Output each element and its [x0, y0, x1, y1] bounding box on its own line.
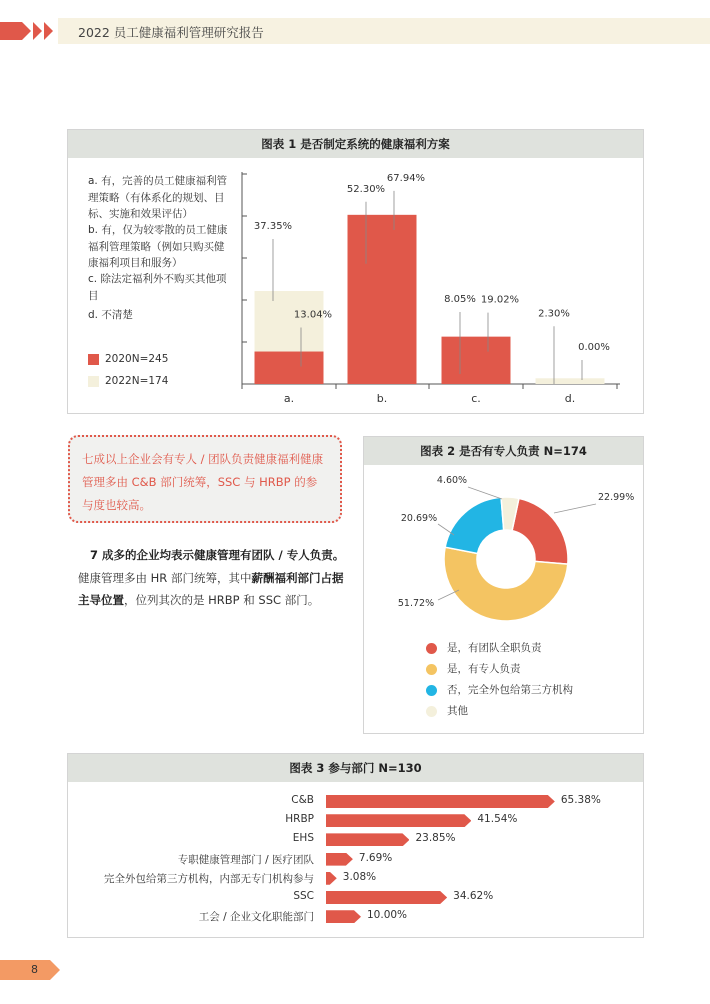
pie-legend-item: [426, 659, 573, 680]
chevron-icon: [44, 22, 53, 40]
figure2-box: [363, 436, 644, 734]
data-label-2022: 2.30%: [538, 308, 570, 320]
chevron-icon: [22, 22, 31, 40]
bar: [326, 910, 361, 923]
figure3-box: [67, 753, 644, 938]
bar-category-label: HRBP: [285, 813, 314, 826]
figure1-option-d: d. 不清楚: [88, 309, 133, 321]
pie-legend-label: 其他: [447, 705, 468, 717]
figure3-title: 图表 3 参与部门 N=130: [68, 754, 643, 782]
bar-category-label: SSC: [293, 890, 314, 902]
data-label-2020: 13.04%: [293, 309, 333, 321]
bar-category-label: C&B: [291, 794, 314, 806]
body-part3: ，位列其次的是 HRBP 和 SSC 部门。: [124, 593, 320, 607]
figure2-chart: [364, 437, 643, 637]
bar-2020: [348, 215, 417, 384]
legend-dot-red: [426, 643, 437, 654]
pie-slice: [512, 498, 568, 564]
bar-value-label: 10.00%: [367, 909, 408, 922]
page-number: 8: [31, 963, 38, 976]
bar-category-label: 工会 / 企业文化职能部门: [198, 911, 314, 924]
bar-value-label: 7.69%: [358, 851, 393, 864]
figure1-option-b: b. 有，仅为较零散的员工健康福利管理策略（例如只购买健康福利项目和服务）: [88, 224, 228, 269]
data-label-2020: 19.02%: [480, 294, 520, 306]
figure1-option-a: a. 有，完善的员工健康福利管理策略（有体系化的规划、目标、实施和效果评估）: [88, 175, 228, 220]
header-title: 2022 员工健康福利管理研究报告: [78, 25, 264, 40]
legend-2022-label: 2022N=174: [105, 375, 169, 387]
bar: [326, 891, 447, 904]
body-paragraph: [78, 544, 354, 612]
figure1-box: [67, 129, 644, 414]
legend-dot-yellow: [426, 664, 437, 675]
body-bold: 薪酬福利部门占据主导位置: [78, 570, 344, 607]
figure2-title: 图表 2 是否有专人负责 N=174: [364, 437, 643, 465]
body-lead: 7 成多的企业均表示健康管理有团队 / 专人负责。: [90, 548, 345, 562]
pie-leader-line: [554, 504, 596, 513]
bar: [326, 795, 555, 808]
data-label-2022: 37.35%: [253, 220, 293, 232]
bar-category-label: EHS: [292, 832, 314, 845]
pie-legend-item: [426, 701, 573, 722]
page-number-tab: [0, 960, 50, 980]
callout-text: 七成以上企业会有专人 / 团队负责健康福利健康管理多由 C&B 部门统筹，SSC 与 HRBP 的参与度也较高。: [82, 452, 324, 512]
bar-value-label: 3.08%: [342, 870, 377, 883]
data-label-2020: 67.94%: [386, 172, 426, 184]
pie-leader-line: [468, 487, 502, 499]
pie-data-label: 22.99%: [598, 492, 635, 503]
pie-legend-label: 是，有团队全职负责: [447, 642, 542, 654]
bar-category-label: 专职健康管理部门 / 医疗团队: [177, 853, 314, 866]
x-tick-label: d.: [564, 392, 576, 405]
bar-value-label: 65.38%: [560, 794, 601, 806]
legend-2020-label: 2020N=245: [105, 353, 169, 365]
chevron-icon: [33, 22, 42, 40]
bar-2022: [536, 378, 605, 384]
data-label-2022: 8.05%: [444, 293, 476, 305]
figure1-option-c: c. 除法定福利外不购买其他项目: [88, 273, 227, 302]
body-part1: 健康管理多由 HR 部门统筹，其中: [78, 570, 252, 585]
bar: [326, 872, 337, 885]
figure1-title: 图表 1 是否制定系统的健康福利方案: [68, 130, 643, 158]
bar: [326, 853, 353, 866]
bar: [326, 814, 471, 827]
x-tick-label: b.: [376, 392, 388, 405]
pie-data-label: 4.60%: [436, 475, 468, 486]
pie-legend-item: [426, 638, 573, 659]
x-tick-label: a.: [283, 392, 295, 405]
pie-slice: [445, 497, 504, 553]
data-label-2022: 52.30%: [346, 183, 386, 195]
bar-value-label: 41.54%: [477, 813, 518, 826]
legend-dot-blue: [426, 685, 437, 696]
bar-value-label: 34.62%: [453, 890, 494, 902]
header-accent: [0, 22, 22, 40]
pie-legend-label: 是，有专人负责: [447, 663, 521, 675]
bar-2020: [442, 337, 511, 384]
pie-legend-item: [426, 680, 573, 701]
x-tick-label: c.: [471, 392, 481, 405]
pie-legend-label: 否，完全外包给第三方机构: [447, 684, 573, 696]
bar-2020: [255, 352, 324, 384]
bar-category-label: 完全外包给第三方机构，内部无专门机构参与: [104, 872, 314, 885]
bar: [326, 833, 409, 846]
figure2-legend: [426, 638, 573, 722]
figure1-chart: [68, 130, 643, 413]
pie-data-label: 20.69%: [400, 513, 438, 524]
bar-value-label: 23.85%: [415, 832, 456, 845]
callout-box: [68, 435, 342, 523]
pie-data-label: 51.72%: [397, 598, 435, 609]
data-label-2020: 0.00%: [578, 342, 610, 353]
page-tab-arrow: [50, 960, 60, 980]
legend-dot-cream: [426, 706, 437, 717]
